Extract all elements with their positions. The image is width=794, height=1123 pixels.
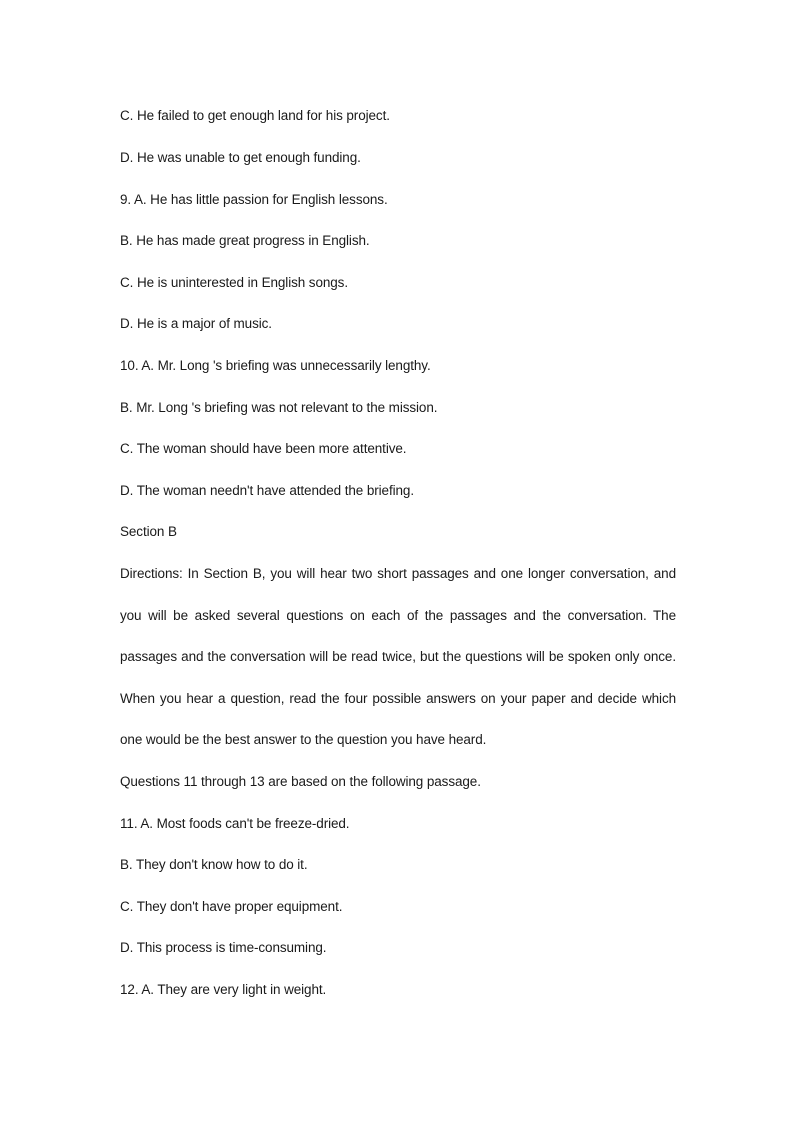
question-12-option-a: 12. A. They are very light in weight. (120, 982, 327, 997)
option-11c: C. They don't have proper equipment. (120, 899, 343, 914)
section-heading: Section B (120, 524, 177, 539)
option-11d: D. This process is time-consuming. (120, 940, 327, 955)
option-8c: C. He failed to get enough land for his project. (120, 108, 390, 123)
question-10-option-a: 10. A. Mr. Long 's briefing was unnecessarily lengthy. (120, 358, 431, 373)
question-9-option-a: 9. A. He has little passion for English lessons. (120, 192, 388, 207)
passage-intro: Questions 11 through 13 are based on the following passage. (120, 774, 481, 789)
option-9d: D. He is a major of music. (120, 316, 272, 331)
option-10d: D. The woman needn't have attended the briefing. (120, 483, 414, 498)
option-10b: B. Mr. Long 's briefing was not relevant to the mission. (120, 400, 438, 415)
option-9c: C. He is uninterested in English songs. (120, 275, 348, 290)
directions-paragraph (120, 553, 676, 761)
option-9b: B. He has made great progress in English. (120, 233, 370, 248)
directions-text: : In Section B, you will hear two short passages and one longer conversation, and you will be asked several questions on each of the passages and the conversation. The passages and the conversation will be read twice, but the questions will be spoken only once. When you hear a question, read the four possible answers on your paper and decide which one would be the best answer to the question you have heard. (120, 566, 676, 748)
option-11b: B. They don't know how to do it. (120, 857, 308, 872)
option-10c: C. The woman should have been more attentive. (120, 441, 407, 456)
option-8d: D. He was unable to get enough funding. (120, 150, 361, 165)
directions-label: Directions (120, 566, 180, 581)
question-11-option-a: 11. A. Most foods can't be freeze-dried. (120, 816, 350, 831)
